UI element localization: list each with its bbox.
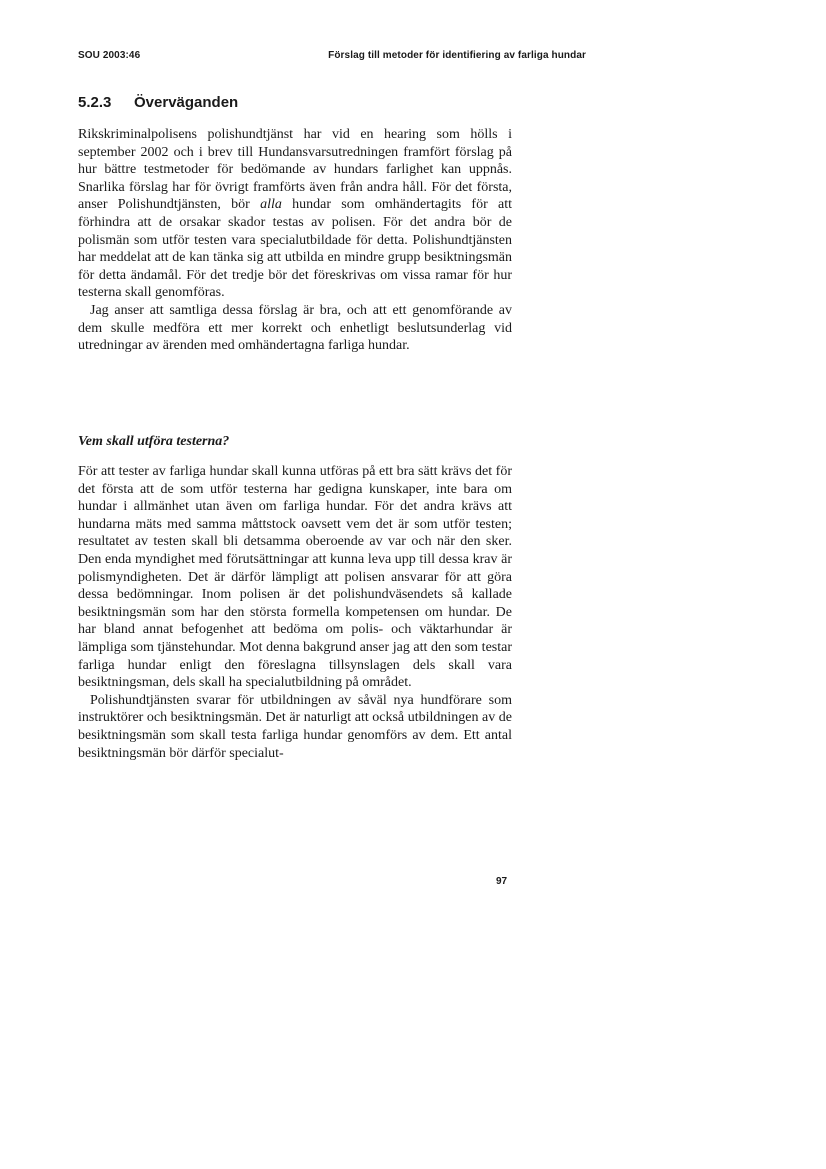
- running-header: [78, 50, 586, 64]
- paragraph: [78, 126, 512, 302]
- subheading: Vem skall utföra testerna?: [78, 434, 230, 449]
- report-id: SOU 2003:46: [78, 50, 141, 61]
- paragraph-text: hundar som omhändertagits för att förhindra att de orsakar skador testas av polisen. För det andra bör de polismän som utför testen vara specialutbildade för detta. Polishundtjänsten har meddelat att de kan tänka sig att utbilda en mindre grupp besiktningsmän för detta ändamål. För det tredje bör det föreskrivas om vissa ramar för hur testerna skall genomföras.: [78, 197, 513, 301]
- paragraph: Polishundtjänsten svarar för utbildningen av såväl nya hundförare som instruktörer och besiktningsmän. Det är naturligt att också utbildningen av de besiktningsmän som skall testa farliga hundar genomförs av dem. Ett antal besiktningsmän bör därför specialut-: [78, 692, 512, 761]
- paragraph-text: Rikskriminalpolisens polishundtjänst har vid en hearing som hölls i september 2002 och i brev till Hundansvarsutredningen framfört förslag på hur bättre testmetoder för bedömande av hundars farlighet kan uppnås. Snarlika förslag har för övrigt framförts även från andra håll. För det första, anser Polishundtjänsten, bör: [78, 127, 512, 213]
- chapter-title: Förslag till metoder för identifiering av farliga hundar: [328, 50, 586, 61]
- section-heading: [78, 94, 238, 111]
- body-text-block: [78, 463, 512, 762]
- emphasis-text: alla: [260, 197, 282, 213]
- section-title: Överväganden: [134, 94, 239, 111]
- paragraph: För att tester av farliga hundar skall kunna utföras på ett bra sätt krävs det för det första att de som utför testerna har gedigna kunskaper, inte bara om hundar i allmänhet utan även om farliga hundar. För det andra krävs att hundarna mäts med samma måttstock oavsett vem det är som utför testen; resultatet av testen skall bli detsamma oberoende av var och när den sker. Den enda myndighet med förutsättningar att kunna leva upp till dessa krav är polismyndigheten. Det är därför lämpligt att polisen ansvarar för att göra dessa bedömningar. Inom polisen är det polishundväsendets så kallade besiktningsmän som har den största formella kompetensen om hundar. De har bland annat befogenhet att bedöma om polis- och väktarhundar är lämpliga som tjänstehundar. Mot denna bakgrund anser jag att den som testar farliga hundar enligt den föreslagna tillsynslagen dels skall vara besiktningsman, dels skall ha specialutbildning på området.: [78, 464, 512, 691]
- paragraph: Jag anser att samtliga dessa förslag är bra, och att ett genomförande av dem skulle medföra ett mer korrekt och enhetligt beslutsunderlag vid utredningar av ärenden med omhändertagna farliga hundar.: [78, 302, 512, 354]
- section-number: 5.2.3: [78, 94, 112, 111]
- body-text-block: [78, 126, 512, 355]
- page-number: 97: [496, 876, 508, 887]
